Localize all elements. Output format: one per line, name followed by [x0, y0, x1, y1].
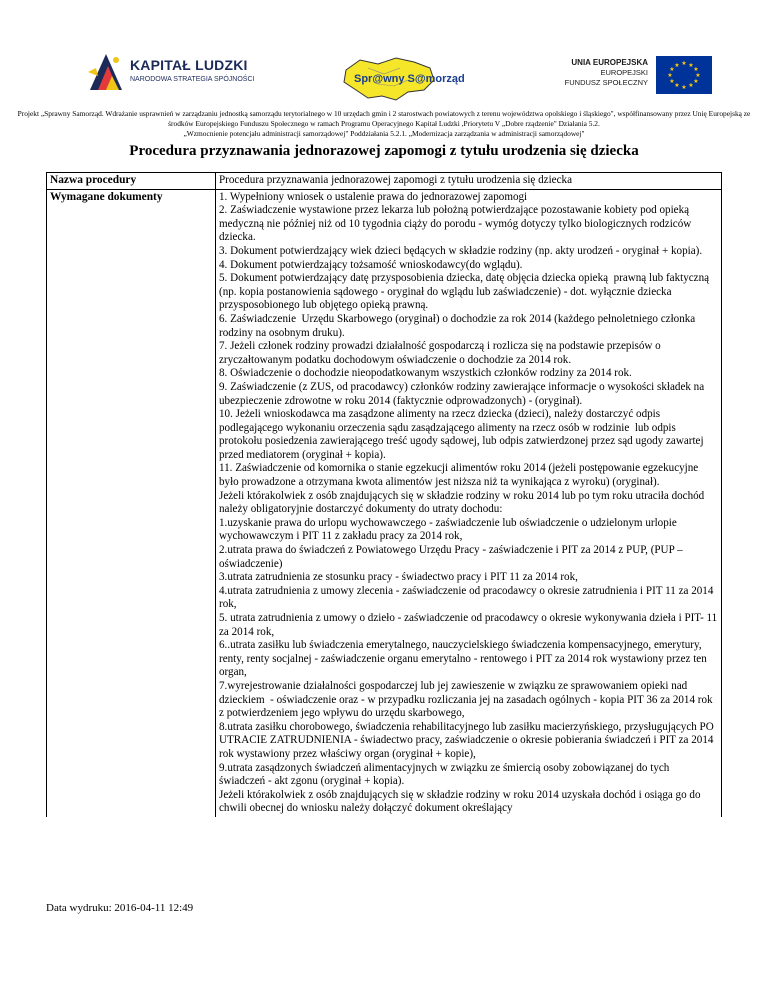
print-date: Data wydruku: 2016-04-11 12:49 — [46, 902, 194, 914]
svg-text:★: ★ — [674, 82, 680, 89]
list-item: 9.utrata zasądzonych świadczeń alimentacyjnych w związku ze śmiercią osoby zobowiązanej do tych świadczeń - akt zgonu (oryginał + kopia). — [219, 761, 673, 788]
kapital-ludzki-subtitle: NARODOWA STRATEGIA SPÓJNOŚCI — [130, 76, 255, 83]
list-item: 6. Zaświadczenie Urzędu Skarbowego (oryginał) o dochodzie za rok 2014 (każdego pełnoletniego członka rodziny na osobnym druku). — [219, 312, 699, 339]
svg-text:★: ★ — [667, 72, 673, 79]
list-item: 1.uzyskanie prawa do urlopu wychowawczego - zaświadczenie lub oświadczenie o udzielonym urlopie wychowawczym i PIT 11 z zakładu pracy za 2014 rok, — [219, 516, 680, 543]
list-item: 5. utrata zatrudnienia z umowy o dzieło - zaświadczenie od pracodawcy o okresie wykonywania dzieła i PIT- 11 za 2014 rok, — [219, 612, 720, 638]
procedure-name-label: Nazwa procedury — [47, 173, 216, 190]
sprawny-samorzad-logo — [338, 56, 465, 102]
project-description — [14, 109, 754, 139]
svg-text:★: ★ — [688, 62, 694, 69]
list-item: 3.utrata zatrudnienia ze stosunku pracy - świadectwo pracy i PIT 11 za 2014 rok, — [219, 571, 578, 584]
svg-text:★: ★ — [674, 62, 680, 69]
eu-line2: EUROPEJSKI — [600, 68, 648, 77]
list-item: 10. Jeżeli wnioskodawca ma zasądzone alimenty na rzecz dziecka (dzieci), należy dostarczyć odpis podlegającego wykonaniu orzeczenia sądu zasądzającego alimenty na rzecz osób w rodzinie lub odpis protokołu posiedzenia zawierającego treść ugody sądowej, lub odpis zatwierdzonej przez sąd ugody zawartej przed mediatorem (oryginał + kopia). — [219, 408, 707, 461]
eu-logo — [566, 56, 712, 94]
kapital-ludzki-logo — [86, 50, 255, 94]
list-item: 9. Zaświadczenie (z ZUS, od pracodawcy) członków rodziny zawierające informacje o wysokości składek na ubezpieczenie zdrowotne w roku 2014 (faktycznie odprowadzonych) - (oryginał). — [219, 380, 707, 407]
page-title: Procedura przyznawania jednorazowej zapomogi z tytułu urodzenia się dziecka — [129, 143, 639, 159]
list-item: Jeżeli którakolwiek z osób znajdujących się w składzie rodziny w roku 2014 uzyskała dochód i osiąga go do chwili obecnej do wniosku należy dołączyć dokument określający — [219, 788, 704, 815]
svg-text:★: ★ — [669, 78, 675, 85]
list-item: 4. Dokument potwierdzający tożsamość wnioskodawcy(do wglądu). — [219, 258, 523, 271]
list-item: 5. Dokument potwierdzający datę przysposobienia dziecka, datę objęcia dziecka opieką prawną lub faktyczną (np. kopia postanowienia sądowego - oryginał do wglądu lub zaświadczenie) - dot. wyłącznie dziecka przysposobionego lub objętego opieką prawną. — [219, 272, 712, 312]
eu-logo-text — [565, 58, 648, 88]
svg-text:★: ★ — [695, 72, 701, 79]
project-line2: „Wzmocnienie potencjału administracji samorządowej" Poddziałania 5.2.1. „Modernizacja zarządzania w administracji samorządowej" — [183, 129, 585, 138]
svg-text:★: ★ — [681, 84, 687, 91]
list-item: 4.utrata zatrudnienia z umowy zlecenia - zaświadczenie od pracodawcy o okresie zatrudnienia i PIT 11 za 2014 rok, — [219, 584, 717, 611]
list-item: 7.wyrejestrowanie działalności gospodarczej lub jej zawieszenie w związku ze sprawowaniem opieki nad dzieckiem - oświadczenie oraz - w przypadku rozliczania jej na zasadach ogólnych - kopia PIT 36 za 2014 rok z potwierdzeniem jego wpływu do urzędu skarbowego, — [219, 679, 716, 720]
eu-flag-icon — [656, 56, 712, 94]
eu-line3: FUNDUSZ SPOŁECZNY — [564, 78, 648, 87]
list-item: Jeżeli którakolwiek z osób znajdujących się w składzie rodziny w roku 2014 lub po tym roku utraciła dochód należy obligatoryjnie dostarczyć dokumenty do utraty dochodu: — [219, 489, 708, 516]
list-item: 8. Oświadczenie o dochodzie nieopodatkowanym wszystkich członków rodziny za 2014 rok. — [219, 367, 632, 380]
list-item: 11. Zaświadczenie od komornika o stanie egzekucji alimentów roku 2014 (jeżeli postępowanie egzekucyjne było prowadzone a otrzymana kwota alimentów jest niższa niż ta wynikająca z wyroku) (oryginał). — [219, 462, 702, 489]
required-documents-label: Wymagane dokumenty — [47, 189, 216, 817]
list-item: 2. Zaświadczenie wystawione przez lekarza lub położną potwierdzające pozostawanie kobiety pod opieką medyczną nie później niż od 10 tygodnia ciąży do porodu - wymóg dotyczy tylko biologicznych rodziców dziecka. — [219, 204, 695, 244]
procedure-table — [46, 172, 722, 817]
list-item: 8.utrata zasiłku chorobowego, świadczenia rehabilitacyjnego lub zasiłku macierzyńskiego, przysługujących PO UTRACIE ZATRUDNIENIA - świadectwo pracy, zaświadczenie o okresie pobierania świadczeń i PIT za 2014 rok wystawiony przez właściwy organ (oryginał + kopie), — [219, 720, 717, 760]
table-row — [47, 173, 722, 190]
list-item: 1. Wypełniony wniosek o ustalenie prawa do jednorazowej zapomogi — [219, 190, 528, 203]
kapital-ludzki-name: KAPITAŁ LUDZKI — [130, 57, 248, 73]
eu-line1: UNIA EUROPEJSKA — [571, 58, 648, 67]
sprawny-samorzad-text: Spr@wny S@morząd — [354, 73, 465, 85]
svg-text:★: ★ — [669, 66, 675, 73]
project-line1: Projekt „Sprawny Samorząd. Wdrażanie usprawnień w zarządzaniu jednostką samorządu terytorialnego w 10 urzędach gmin i 2 starostwach powiatowych z terenu województwa opolskiego i śląskiego", współfinansowany przez Unię Europejską ze środków Europejskiego Funduszu Społecznego w ramach Programu Operacyjnego Kapitał Ludzki ,Priorytetu V „Dobre rządzenie" Działania 5.2. — [17, 109, 751, 128]
svg-text:★: ★ — [693, 66, 699, 73]
svg-text:★: ★ — [688, 82, 694, 89]
list-item: 2.utrata prawa do świadczeń z Powiatowego Urzędu Pracy - zaświadczenie i PIT za 2014 z PUP, (PUP – oświadczenie) — [219, 544, 686, 570]
table-row — [47, 189, 722, 817]
procedure-name-value: Procedura przyznawania jednorazowej zapomogi z tytułu urodzenia się dziecka — [216, 173, 722, 190]
list-item: 6..utrata zasiłku lub świadczenia emerytalnego, nauczycielskiego świadczenia kompensacyjnego, emerytury, renty, renty socjalnej - zaświadczenie organu emerytalno - rentowego i PIT za 2014 rok wystawiony przez ten organ, — [219, 639, 710, 679]
list-item: 7. Jeżeli członek rodziny prowadzi działalność gospodarczą i rozlicza się na podstawie przepisów o zryczałtowanym podatku dochodowym oświadczenie o dochodzie za 2014 rok. — [219, 340, 664, 366]
list-item: 3. Dokument potwierdzający wiek dzieci będących w składzie rodziny (np. akty urodzeń - oryginał + kopia). — [219, 244, 703, 257]
svg-text:★: ★ — [681, 60, 687, 67]
svg-text:★: ★ — [693, 78, 699, 85]
required-documents-list — [216, 189, 722, 817]
kapital-ludzki-emblem-icon — [86, 50, 128, 94]
